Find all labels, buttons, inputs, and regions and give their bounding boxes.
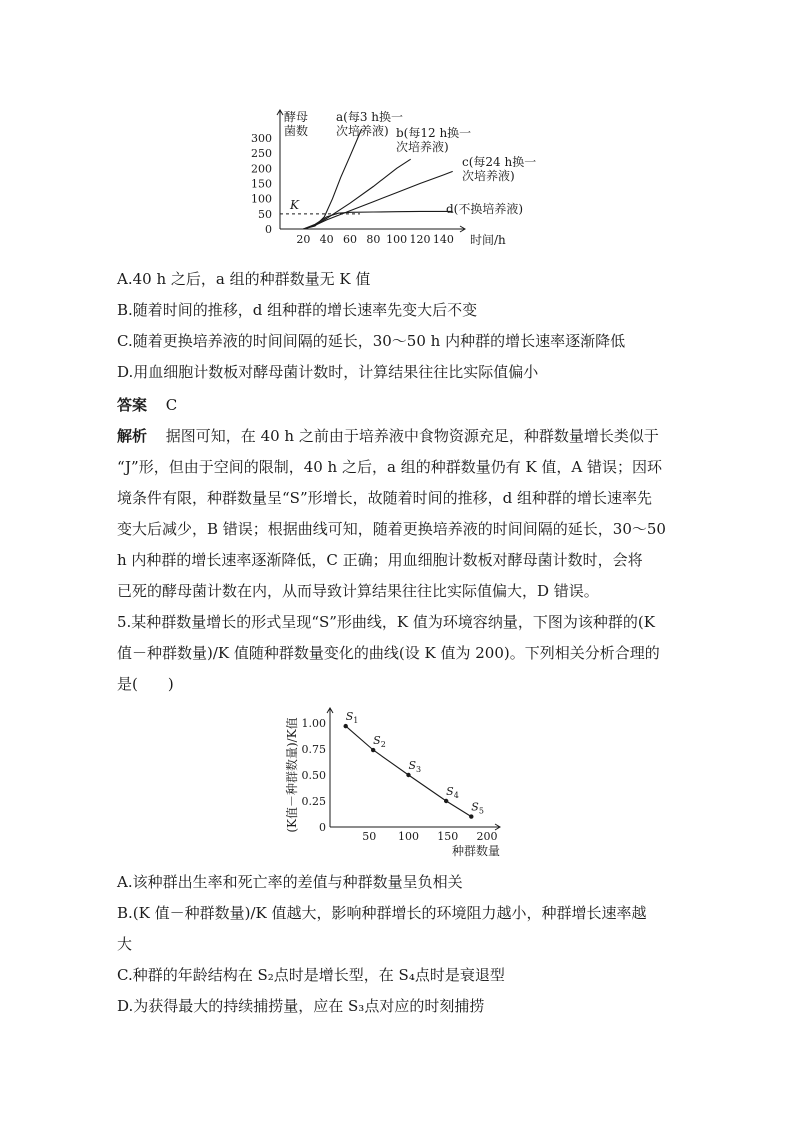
y-tick-label: 0.75 xyxy=(301,743,326,756)
y-tick-label: 1.00 xyxy=(301,717,326,730)
series-b-label: b(每12 h换一 xyxy=(396,126,472,140)
x-tick-label: 150 xyxy=(437,830,459,843)
series-c-line xyxy=(303,171,452,229)
y-tick-label: 0 xyxy=(319,821,326,834)
q5-stem-line-1: 5.某种群数量增长的形式呈现“S”形曲线，K 值为环境容纳量，下图为该种群的(K xyxy=(117,613,655,631)
x-tick-label: 80 xyxy=(366,233,381,246)
q4-option-a: A.40 h 之后，a 组的种群数量无 K 值 xyxy=(117,270,371,288)
chart2-axes xyxy=(284,708,500,858)
analysis-line-2: “J”形，但由于空间的限制，40 h 之后，a 组的种群数量仍有 K 值，A 错误；因环 xyxy=(117,458,663,476)
y-tick-label: 200 xyxy=(251,162,272,176)
point-s2 xyxy=(371,748,375,752)
x-axis-label: 种群数量 xyxy=(451,844,501,858)
point-s3-label: $S_3$ xyxy=(408,759,422,774)
series-c-label: 次培养液) xyxy=(462,169,515,183)
y-tick-label: 300 xyxy=(251,132,272,145)
q5-option-c: C.种群的年龄结构在 S₂点时是增长型，在 S₄点时是衰退型 xyxy=(117,966,505,984)
yeast-growth-chart xyxy=(0,0,794,260)
answer-value: C xyxy=(165,396,178,414)
k-label: K xyxy=(290,197,299,212)
x-tick-label: 20 xyxy=(296,233,311,246)
point-s4-label: $S_4$ xyxy=(446,785,459,800)
x-tick-label: 100 xyxy=(398,830,419,843)
answer-row xyxy=(117,395,177,415)
x-tick-label: 40 xyxy=(319,233,334,246)
q5-stem-line-3: 是( ) xyxy=(117,675,174,693)
series-d-label: d(不换培养液) xyxy=(446,202,524,216)
chart1-series xyxy=(303,109,536,229)
analysis-line-4: 变大后减少，B 错误；根据曲线可知，随着更换培养液的时间间隔的延长，30～50 xyxy=(117,520,666,538)
series-a-label: 次培养液) xyxy=(336,124,389,138)
point-s4 xyxy=(444,799,448,803)
x-axis-label: 时间/h xyxy=(470,233,506,247)
series-b-line xyxy=(303,159,410,229)
q5-option-b-line-1: B.(K 值－种群数量)/K 值越大，影响种群增长的环境阻力越小，种群增长速率越 xyxy=(117,904,647,922)
series-b-label: 次培养液) xyxy=(396,140,449,154)
point-s1 xyxy=(344,724,348,728)
y-tick-label: 0.50 xyxy=(301,769,326,782)
y-axis-label: (K值－种群数量)/K值 xyxy=(285,717,299,833)
y-axis-label-1: 酵母 xyxy=(284,110,309,124)
point-s2-label: $S_2$ xyxy=(373,734,386,750)
chart2-ticks xyxy=(302,717,498,843)
x-tick-label: 50 xyxy=(362,830,377,843)
point-s3 xyxy=(406,773,410,777)
q5-option-a: A.该种群出生率和死亡率的差值与种群数量呈负相关 xyxy=(117,873,463,891)
resistance-chart xyxy=(0,700,794,880)
analysis-line-6: 已死的酵母菌计数在内，从而导致计算结果往往比实际值偏大，D 错误。 xyxy=(117,582,599,600)
y-tick-label: 250 xyxy=(251,147,272,161)
x-tick-label: 140 xyxy=(432,233,454,246)
series-a-label: a(每3 h换一 xyxy=(336,110,404,124)
analysis-label: 解析 xyxy=(117,427,148,445)
y-tick-label: 50 xyxy=(258,207,272,221)
x-tick-label: 120 xyxy=(409,233,431,246)
chart2-series xyxy=(344,710,484,819)
y-tick-label: 0 xyxy=(265,223,272,236)
series-c-label: c(每24 h换一 xyxy=(462,155,537,169)
q4-option-c: C.随着更换培养液的时间间隔的延长，30～50 h 内种群的增长速率逐渐降低 xyxy=(117,332,626,350)
analysis-line-5: h 内种群的增长速率逐渐降低，C 正确；用血细胞计数板对酵母菌计数时，会将 xyxy=(117,551,643,569)
point-s5-label: $S_5$ xyxy=(471,800,484,816)
q4-option-d: D.用血细胞计数板对酵母菌计数时，计算结果往往比实际值偏小 xyxy=(117,363,539,381)
y-tick-label: 100 xyxy=(251,192,272,206)
point-s1-label: $S_1$ xyxy=(345,710,359,726)
y-tick-label: 0.25 xyxy=(301,795,326,808)
analysis-text: 据图可知，在 40 h 之前由于培养液中食物资源充足，种群数量增长类似于 xyxy=(165,427,659,445)
q4-option-b: B.随着时间的推移，d 组种群的增长速率先变大后不变 xyxy=(117,301,478,319)
answer-label: 答案 xyxy=(117,396,148,414)
q5-option-b-line-2: 大 xyxy=(117,935,133,953)
x-tick-label: 60 xyxy=(343,233,357,246)
q5-option-d: D.为获得最大的持续捕捞量，应在 S₃点对应的时刻捕捞 xyxy=(117,997,485,1015)
y-tick-label: 150 xyxy=(251,177,272,191)
x-tick-label: 200 xyxy=(476,830,498,843)
y-axis-label-2: 菌数 xyxy=(284,124,309,138)
analysis-line-1 xyxy=(117,426,659,446)
q5-stem-line-2: 值－种群数量)/K 值随种群数量变化的曲线(设 K 值为 200)。下列相关分析合理的 xyxy=(117,644,660,662)
point-s5 xyxy=(469,814,473,818)
analysis-line-3: 境条件有限，种群数量呈“S”形增长，故随着时间的推移，d 组种群的增长速率先 xyxy=(117,489,652,507)
x-tick-label: 100 xyxy=(386,233,408,246)
